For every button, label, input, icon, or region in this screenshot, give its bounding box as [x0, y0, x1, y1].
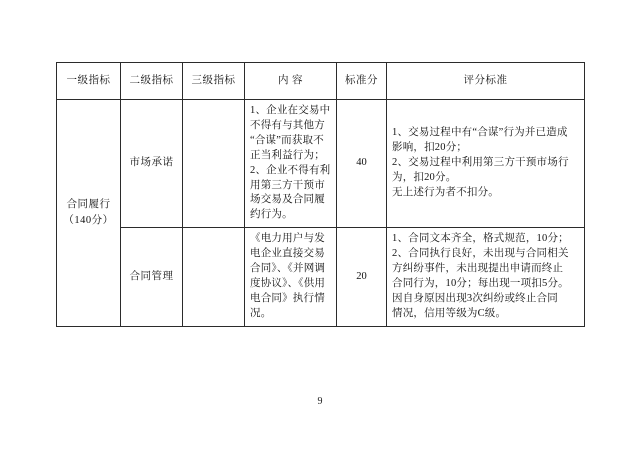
criteria-line: 2、交易过程中利用第三方干预市场行	[392, 157, 569, 169]
cell-criteria-row2	[387, 228, 585, 326]
table-header	[57, 63, 585, 100]
header-level1: 一级指标	[57, 63, 121, 100]
header-content: 内 容	[245, 63, 337, 100]
table-row	[57, 228, 585, 326]
content-line: 用第三方干预市	[250, 179, 325, 191]
content-line: 度协议》、《供用	[250, 277, 326, 289]
cell-content-row2	[245, 228, 337, 326]
content-line: 约行为。	[250, 209, 293, 221]
criteria-line: 因自身原因出现3次纠纷或终止合同	[392, 292, 558, 304]
cell-level2-contract-management: 合同管理	[121, 228, 183, 326]
cell-score-row1: 40	[337, 100, 387, 228]
page-number: 9	[317, 396, 323, 407]
content-line: 2、企业不得有利	[250, 164, 331, 176]
content-line: 1、企业在交易中	[250, 105, 331, 116]
evaluation-table-wrapper	[56, 62, 584, 327]
criteria-line: 方纠纷事件，未出现提出申请而终止	[392, 263, 564, 275]
content-line: 合同》、《并网调	[250, 263, 326, 275]
cell-level3-row1	[183, 100, 245, 228]
content-line: 况。	[250, 307, 272, 319]
content-line: “合谋”而获取不	[250, 134, 324, 146]
cell-criteria-row1	[387, 100, 585, 228]
criteria-line: 1、交易过程中有“合谋”行为并已造成	[392, 127, 568, 139]
content-line: 《电力用户与发	[250, 233, 325, 245]
header-score: 标准分	[337, 63, 387, 100]
content-line: 电合同》执行情	[250, 292, 325, 304]
content-line: 正当利益行为；	[250, 149, 325, 161]
criteria-line: 影响，扣20分；	[392, 142, 468, 154]
header-level2: 二级指标	[121, 63, 183, 100]
cell-content-row1	[245, 100, 337, 228]
criteria-line: 无上述行为者不扣分。	[392, 186, 499, 198]
level1-line-2: （140分）	[63, 214, 114, 226]
content-line: 电企业直接交易	[250, 248, 325, 260]
level1-line-1: 合同履行	[66, 199, 111, 211]
criteria-line: 合同行为，10分；每出现一项扣5分。	[392, 277, 569, 289]
criteria-line: 为，扣20分。	[392, 172, 457, 184]
criteria-line: 情况，信用等级为C级。	[392, 307, 507, 319]
criteria-line: 2、合同执行良好，未出现与合同相关	[392, 248, 569, 260]
table-row	[57, 100, 585, 228]
content-line: 不得有与其他方	[250, 119, 325, 131]
criteria-line: 1、合同文本齐全，格式规范，10分；	[392, 233, 569, 245]
header-criteria: 评分标准	[387, 63, 585, 100]
header-level3: 三级指标	[183, 63, 245, 100]
cell-score-row2: 20	[337, 228, 387, 326]
table-header-row	[57, 63, 585, 100]
cell-level3-row2	[183, 228, 245, 326]
evaluation-table	[56, 62, 585, 327]
cell-level1-contract-performance	[57, 100, 121, 327]
table-body	[57, 100, 585, 327]
content-line: 场交易及合同履	[250, 194, 325, 206]
cell-level2-market-commitment: 市场承诺	[121, 100, 183, 228]
